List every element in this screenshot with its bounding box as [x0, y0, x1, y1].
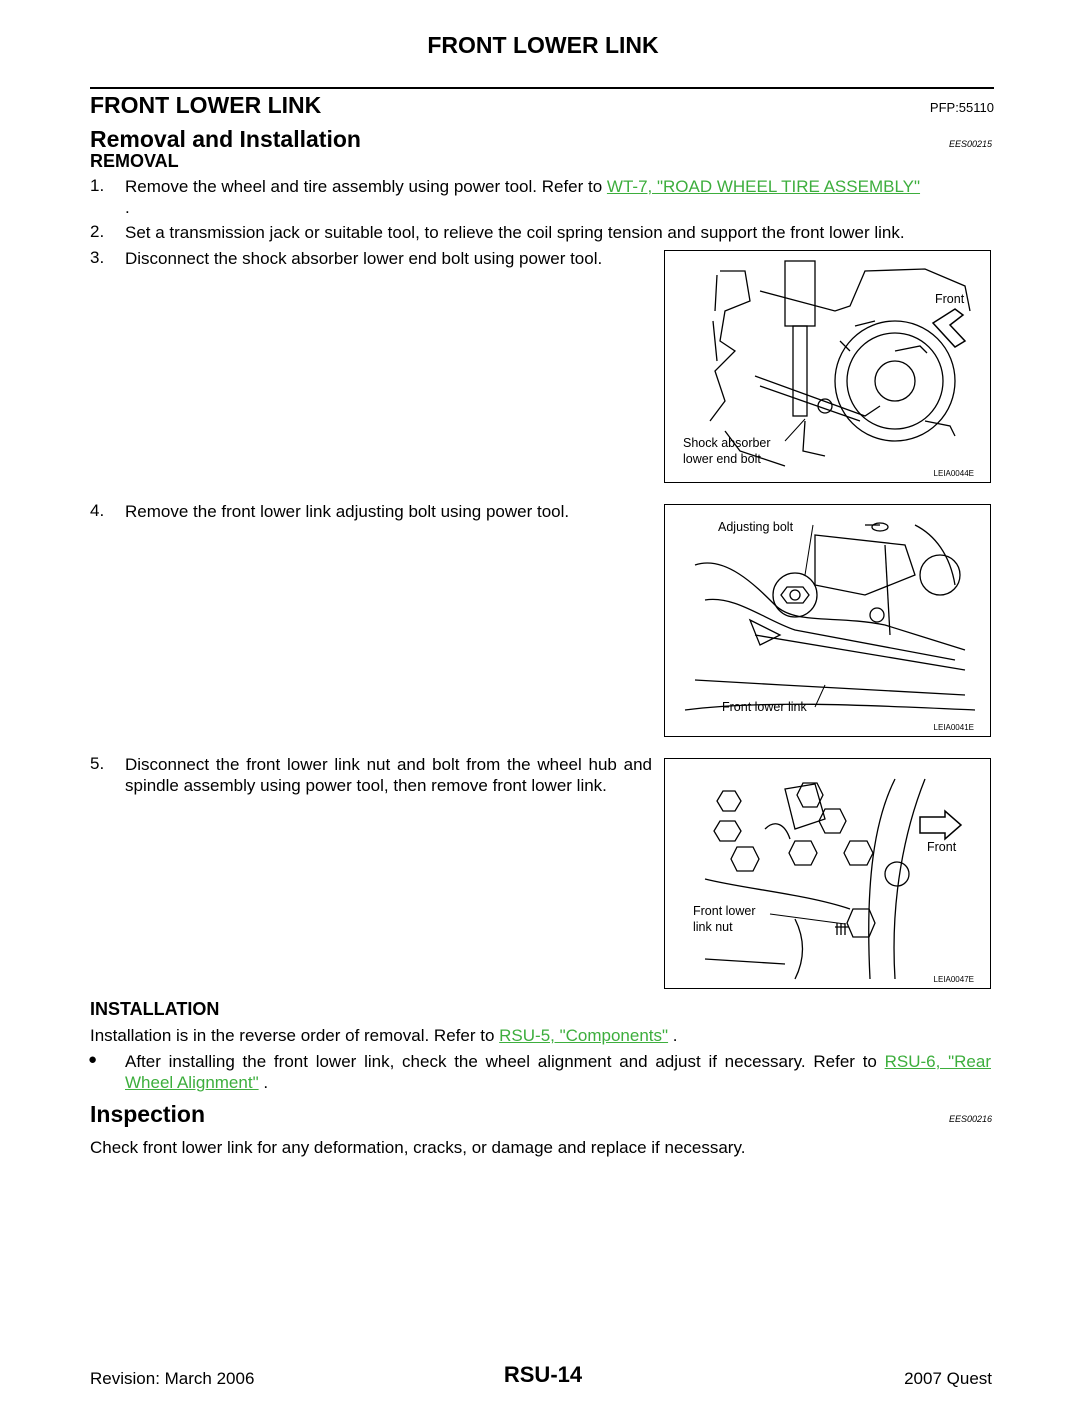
- step-number: 5.: [90, 754, 105, 773]
- installation-text-body: Installation is in the reverse order of removal. Refer to: [90, 1026, 500, 1045]
- step-number: 3.: [90, 248, 105, 267]
- step-text-period: .: [125, 198, 130, 217]
- rsu6-link[interactable]: RSU-6, "Rear Wheel Alignment": [125, 1052, 991, 1092]
- footer-page-number: RSU-14: [503, 1362, 583, 1387]
- header-rule: [90, 87, 994, 89]
- rsu5-link[interactable]: RSU-5, "Components": [499, 1026, 669, 1045]
- figure-id: LEIA0041E: [933, 723, 974, 732]
- section-code: EES00215: [948, 139, 992, 149]
- page-header-title: FRONT LOWER LINK: [427, 32, 659, 58]
- removal-installation-heading: Removal and Installation: [90, 126, 361, 152]
- figure-adjusting-bolt-drawing: [665, 505, 990, 736]
- step-5-text: Disconnect the front lower link nut and bolt from the wheel hub and spindle assembly using power tool, then remove front lower link.: [125, 755, 652, 795]
- step-text: Remove the wheel and tire assembly using power tool. Refer to: [125, 177, 607, 196]
- inspection-text: Check front lower link for any deformation, cracks, or damage and replace if necessary.: [90, 1138, 746, 1157]
- bullet-icon: ●: [88, 1051, 98, 1068]
- removal-heading: REMOVAL: [90, 151, 179, 171]
- footer-model: 2007 Quest: [904, 1369, 992, 1388]
- figure-label: Front lower: [693, 904, 756, 918]
- step-1-text: [125, 176, 995, 218]
- wt7-link[interactable]: WT-7, "ROAD WHEEL TIRE ASSEMBLY": [606, 177, 921, 196]
- installation-heading: INSTALLATION: [90, 999, 220, 1019]
- installation-text-end: .: [668, 1026, 678, 1045]
- figure-label: Front: [927, 840, 957, 854]
- figure-label: link nut: [693, 920, 733, 934]
- inspection-code: EES00216: [948, 1114, 992, 1124]
- figure-adjusting-bolt: [664, 504, 991, 737]
- bullet-text-end: .: [258, 1073, 269, 1092]
- figure-label: Front lower link: [722, 700, 807, 714]
- figure-id: LEIA0047E: [933, 975, 974, 984]
- step-3-text: Disconnect the shock absorber lower end bolt using power tool.: [125, 249, 603, 268]
- installation-text: [90, 1025, 994, 1046]
- step-4-text: Remove the front lower link adjusting bolt using power tool.: [125, 502, 570, 521]
- step-number: 1.: [90, 176, 105, 195]
- step-2-text: Set a transmission jack or suitable tool, to relieve the coil spring tension and support the front lower link.: [125, 223, 905, 242]
- installation-bullet: [125, 1051, 991, 1093]
- figure-label: lower end bolt: [683, 452, 761, 466]
- pfp-code: PFP:55110: [929, 100, 994, 115]
- figure-id: LEIA0044E: [933, 469, 974, 478]
- inspection-heading: Inspection: [90, 1101, 206, 1127]
- step-number: 4.: [90, 501, 105, 520]
- footer-revision: Revision: March 2006: [90, 1369, 255, 1388]
- figure-label: Shock absorber: [683, 436, 771, 450]
- bullet-text: After installing the front lower link, check the wheel alignment and adjust if necessary. Refer to: [125, 1052, 885, 1071]
- figure-lower-link-nut: [664, 758, 991, 989]
- figure-lower-link-nut-drawing: [665, 759, 990, 988]
- figure-label: Adjusting bolt: [718, 520, 794, 534]
- section-title: FRONT LOWER LINK: [90, 92, 322, 118]
- figure-label: Front: [935, 292, 965, 306]
- step-number: 2.: [90, 222, 105, 241]
- figure-shock-absorber: [664, 250, 991, 483]
